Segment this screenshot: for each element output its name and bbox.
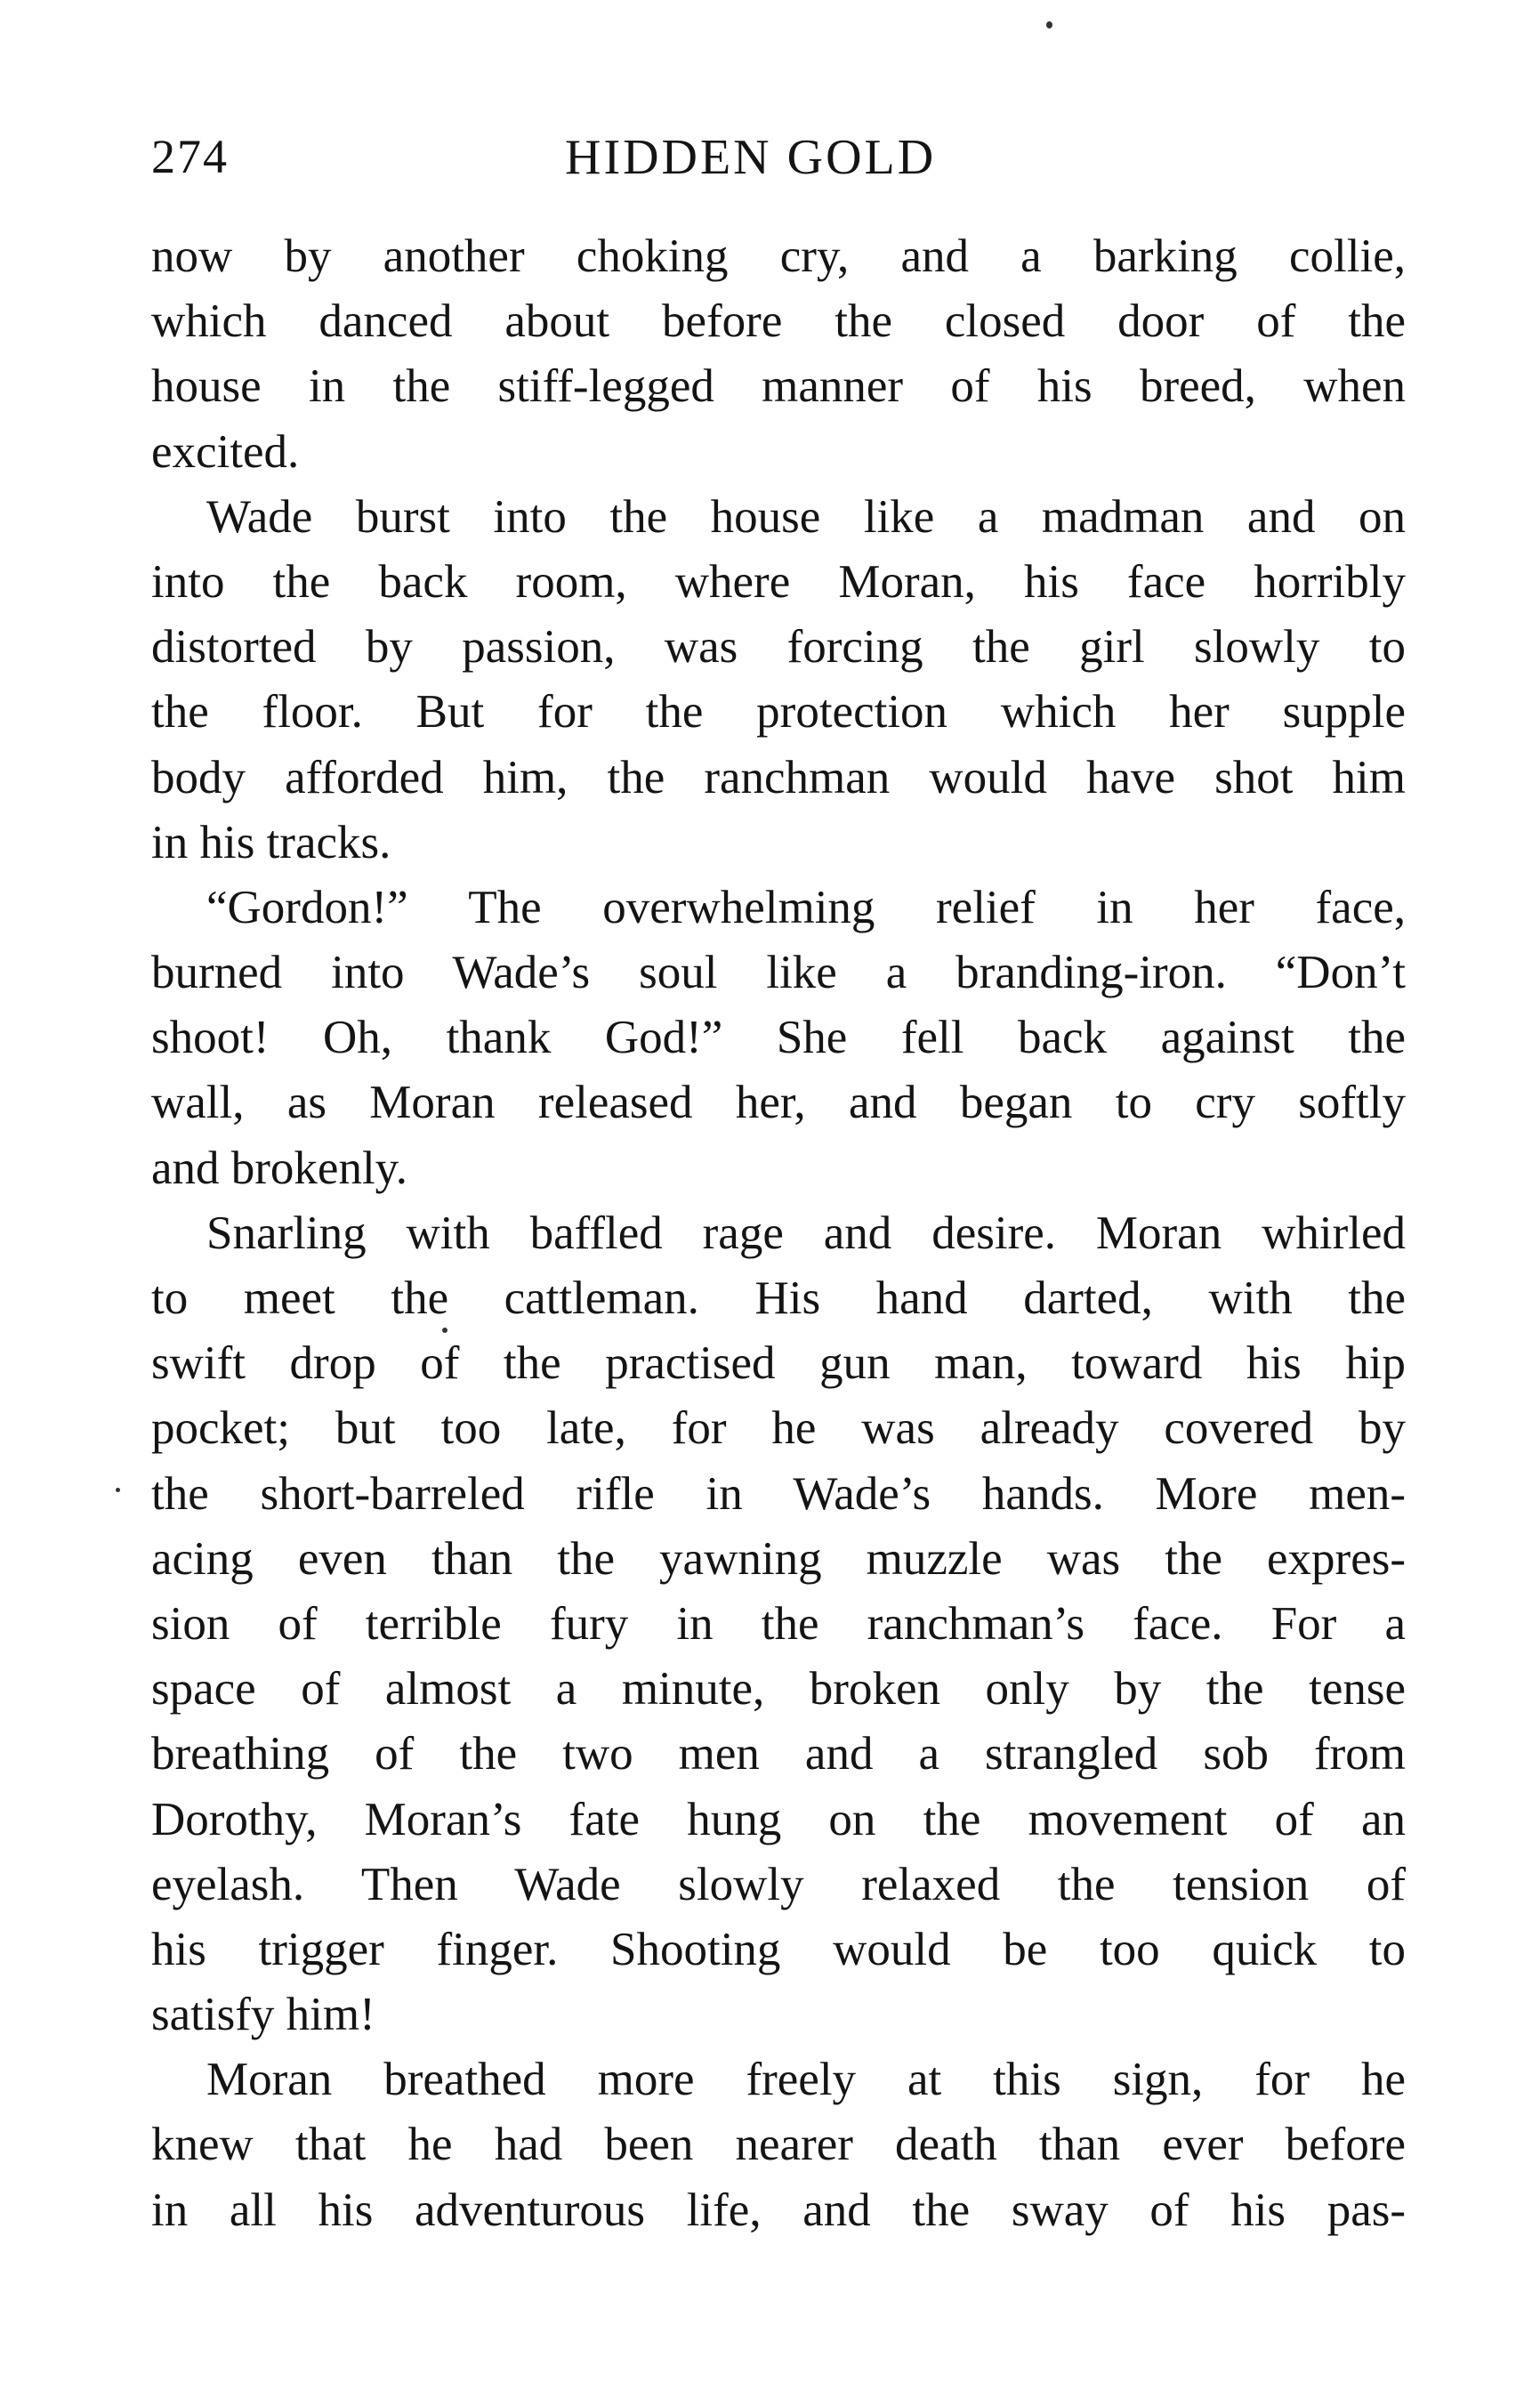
text-line: Moran breathed more freely at this sign, for he <box>206 2054 1406 2106</box>
text-line: shoot! Oh, thank God!” She fell back against the <box>151 1012 1406 1064</box>
running-head <box>151 129 1406 200</box>
text-line: into the back room, where Moran, his face horribly <box>151 555 1406 608</box>
body-text <box>151 224 1406 2243</box>
text-line: sion of terrible fury in the ranchman’s face. For a <box>151 1597 1406 1650</box>
text-line: “Gordon!” The overwhelming relief in her face, <box>206 881 1406 933</box>
text-line: and brokenly. <box>151 1142 407 1194</box>
text-line: in all his adventurous life, and the sway of his pas- <box>151 2184 1406 2236</box>
text-line: house in the stiff-legged manner of his breed, when <box>151 360 1406 413</box>
text-line: Snarling with baffled rage and desire. Moran whirled <box>206 1207 1406 1259</box>
text-line: now by another choking cry, and a barking collie, <box>151 230 1406 282</box>
text-line: eyelash. Then Wade slowly relaxed the tension of <box>151 1858 1406 1910</box>
text-line: satisfy him! <box>151 1989 375 2041</box>
text-line: Dorothy, Moran’s fate hung on the movement of an <box>151 1793 1406 1845</box>
text-line: distorted by passion, was forcing the girl slowly to <box>151 621 1406 674</box>
text-line: Wade burst into the house like a madman and on <box>206 490 1406 543</box>
text-line: knew that he had been nearer death than ever before <box>151 2119 1406 2171</box>
text-line: swift drop of the practised gun man, toward his hip <box>151 1337 1406 1390</box>
text-line: body afforded him, the ranchman would have shot him <box>151 751 1406 803</box>
text-line: breathing of the two men and a strangled sob from <box>151 1728 1406 1780</box>
page-number: 274 <box>151 130 229 183</box>
text-line: to meet the cattleman. His hand darted, with the <box>151 1272 1406 1324</box>
text-line: his trigger finger. Shooting would be too quick to <box>151 1923 1406 1975</box>
text-line: pocket; but too late, for he was already covered by <box>151 1402 1406 1455</box>
text-line: space of almost a minute, broken only by the tense <box>151 1663 1406 1716</box>
text-line: burned into Wade’s soul like a branding-iron. “Don’t <box>151 947 1406 999</box>
text-line: wall, as Moran released her, and began to cry softly <box>151 1077 1406 1129</box>
text-line: acing even than the yawning muzzle was the expres- <box>151 1532 1406 1585</box>
ink-speck <box>116 1488 120 1492</box>
text-line: the floor. But for the protection which her supple <box>151 686 1406 739</box>
running-title: HIDDEN GOLD <box>565 130 937 185</box>
ink-speck <box>1046 21 1052 28</box>
text-line: the short-barreled rifle in Wade’s hands. More men- <box>151 1467 1406 1520</box>
text-line: in his tracks. <box>151 816 391 868</box>
text-line: excited. <box>151 425 300 478</box>
text-line: which danced about before the closed door of the <box>151 295 1406 348</box>
